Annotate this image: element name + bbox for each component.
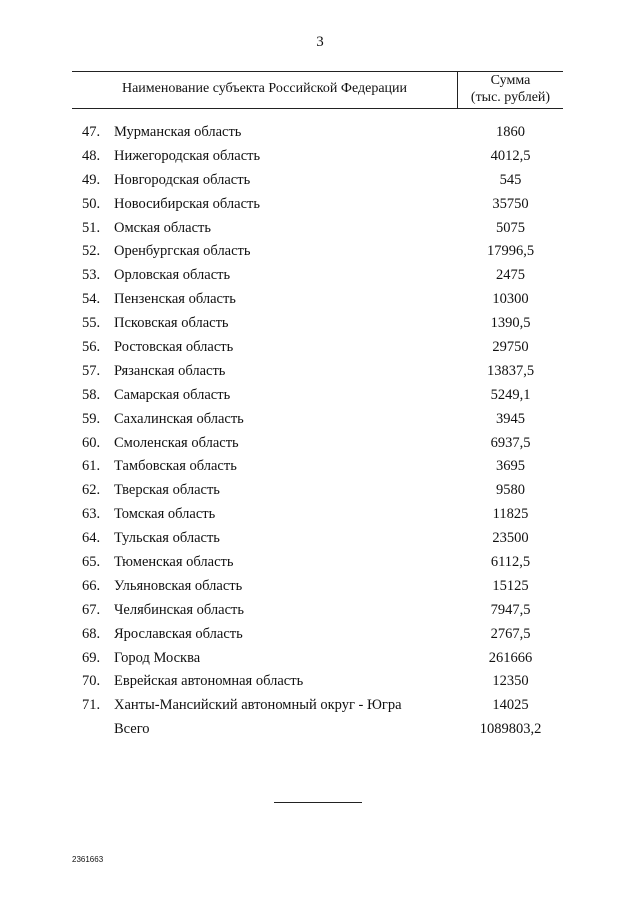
sum-value: 10300	[492, 291, 529, 308]
table-row	[0, 647, 640, 671]
table-row	[0, 503, 640, 527]
subject-name: Сахалинская область	[114, 410, 244, 427]
column-header-sum-title: Сумма	[490, 73, 531, 88]
sum-value: 15125	[492, 577, 529, 594]
table-row	[0, 479, 640, 503]
row-number: 58.	[82, 386, 101, 403]
table-row	[0, 217, 640, 241]
subject-name: Тамбовская область	[114, 458, 237, 475]
sum-value: 5075	[496, 219, 525, 236]
row-number: 69.	[82, 649, 101, 666]
row-number: 65.	[82, 554, 101, 571]
table-row	[0, 623, 640, 647]
row-number: 51.	[82, 219, 101, 236]
table-row	[0, 575, 640, 599]
table-row	[0, 455, 640, 479]
subject-name: Самарская область	[114, 386, 231, 403]
subject-name: Омская область	[114, 219, 211, 236]
table-row	[0, 336, 640, 360]
subject-name: Новгородская область	[114, 171, 251, 188]
subject-name: Псковская область	[114, 315, 229, 332]
row-number: 57.	[82, 362, 101, 379]
subject-name: Новосибирская область	[114, 195, 260, 212]
row-number: 50.	[82, 195, 101, 212]
row-number: 68.	[82, 625, 101, 642]
subject-name: Ханты-Мансийский автономный округ - Югра	[114, 697, 402, 714]
subject-name: Томская область	[114, 506, 216, 523]
sum-value: 14025	[492, 697, 529, 714]
row-number: 56.	[82, 339, 101, 356]
sum-value: 545	[499, 171, 522, 188]
table-row	[0, 240, 640, 264]
table-row	[0, 145, 640, 169]
column-header-subject-name: Наименование субъекта Российской Федерации	[121, 81, 408, 96]
subject-name: Тульская область	[114, 530, 220, 547]
subject-name: Челябинская область	[114, 601, 244, 618]
row-number: 47.	[82, 124, 101, 140]
subject-name: Тверская область	[114, 482, 220, 499]
row-number: 55.	[82, 315, 101, 332]
sum-value: 2767,5	[490, 625, 531, 642]
table-row	[0, 384, 640, 408]
subject-name: Оренбургская область	[114, 243, 251, 260]
table-row	[0, 551, 640, 575]
subject-name: Ростовская область	[114, 339, 234, 356]
sum-value: 12350	[492, 673, 529, 690]
subject-name: Нижегородская область	[114, 147, 261, 164]
subject-name: Смоленская область	[114, 434, 239, 451]
sum-value: 3945	[496, 410, 525, 427]
subject-name: Ярославская область	[114, 625, 243, 642]
sum-value: 13837,5	[486, 362, 535, 379]
table-row	[0, 408, 640, 432]
table-row	[0, 432, 640, 456]
table-row	[0, 599, 640, 623]
sum-value: 6937,5	[490, 434, 531, 451]
table-row	[0, 288, 640, 312]
sum-value: 17996,5	[486, 243, 535, 260]
row-number: 48.	[82, 147, 101, 164]
sum-value: 4012,5	[490, 147, 531, 164]
subject-name: Орловская область	[114, 267, 231, 284]
subject-name: Еврейская автономная область	[114, 673, 304, 690]
sum-value: 1390,5	[490, 315, 531, 332]
subject-name: Город Москва	[114, 649, 201, 666]
sum-value: 5249,1	[490, 386, 531, 403]
subject-name: Тюменская область	[114, 554, 234, 571]
sum-value: 3695	[496, 458, 525, 475]
total-sum-value: 1089803,2	[479, 721, 542, 738]
end-rule	[274, 802, 362, 803]
total-row	[0, 718, 640, 742]
column-header-sum	[458, 72, 563, 106]
page-number: 3	[316, 34, 324, 50]
table-row	[0, 264, 640, 288]
row-number: 53.	[82, 267, 101, 284]
sum-value: 261666	[488, 649, 533, 666]
row-number: 49.	[82, 171, 101, 188]
sum-value: 29750	[492, 339, 529, 356]
sum-value: 23500	[492, 530, 529, 547]
row-number: 64.	[82, 530, 101, 547]
row-number: 59.	[82, 410, 101, 427]
row-number: 61.	[82, 458, 101, 475]
total-label: Всего	[114, 721, 150, 738]
row-number: 62.	[82, 482, 101, 499]
sum-value: 1860	[496, 124, 525, 140]
table-row	[0, 312, 640, 336]
row-number: 52.	[82, 243, 101, 260]
sum-value: 2475	[496, 267, 525, 284]
row-number: 70.	[82, 673, 101, 690]
table-row	[0, 360, 640, 384]
subject-name: Ульяновская область	[114, 577, 243, 594]
sum-value: 35750	[492, 195, 529, 212]
sum-value: 6112,5	[490, 554, 531, 571]
sum-value: 11825	[492, 506, 529, 523]
row-number: 66.	[82, 577, 101, 594]
table-row	[0, 169, 640, 193]
subject-name: Мурманская область	[114, 124, 242, 140]
document-code: 2361663	[72, 855, 104, 864]
table-row	[0, 670, 640, 694]
row-number: 63.	[82, 506, 101, 523]
table-header-bottom-rule	[72, 108, 563, 109]
sum-value: 9580	[496, 482, 525, 499]
sum-value: 7947,5	[490, 601, 531, 618]
row-number: 54.	[82, 291, 101, 308]
table-row	[0, 694, 640, 718]
table-row	[0, 193, 640, 217]
subject-name: Пензенская область	[114, 291, 236, 308]
row-number: 60.	[82, 434, 101, 451]
column-header-sum-unit: (тыс. рублей)	[470, 90, 551, 105]
table-row	[0, 527, 640, 551]
subject-name: Рязанская область	[114, 362, 226, 379]
row-number: 67.	[82, 601, 101, 618]
row-number: 71.	[82, 697, 101, 714]
subjects-table-body	[0, 121, 640, 742]
table-row	[0, 121, 640, 145]
